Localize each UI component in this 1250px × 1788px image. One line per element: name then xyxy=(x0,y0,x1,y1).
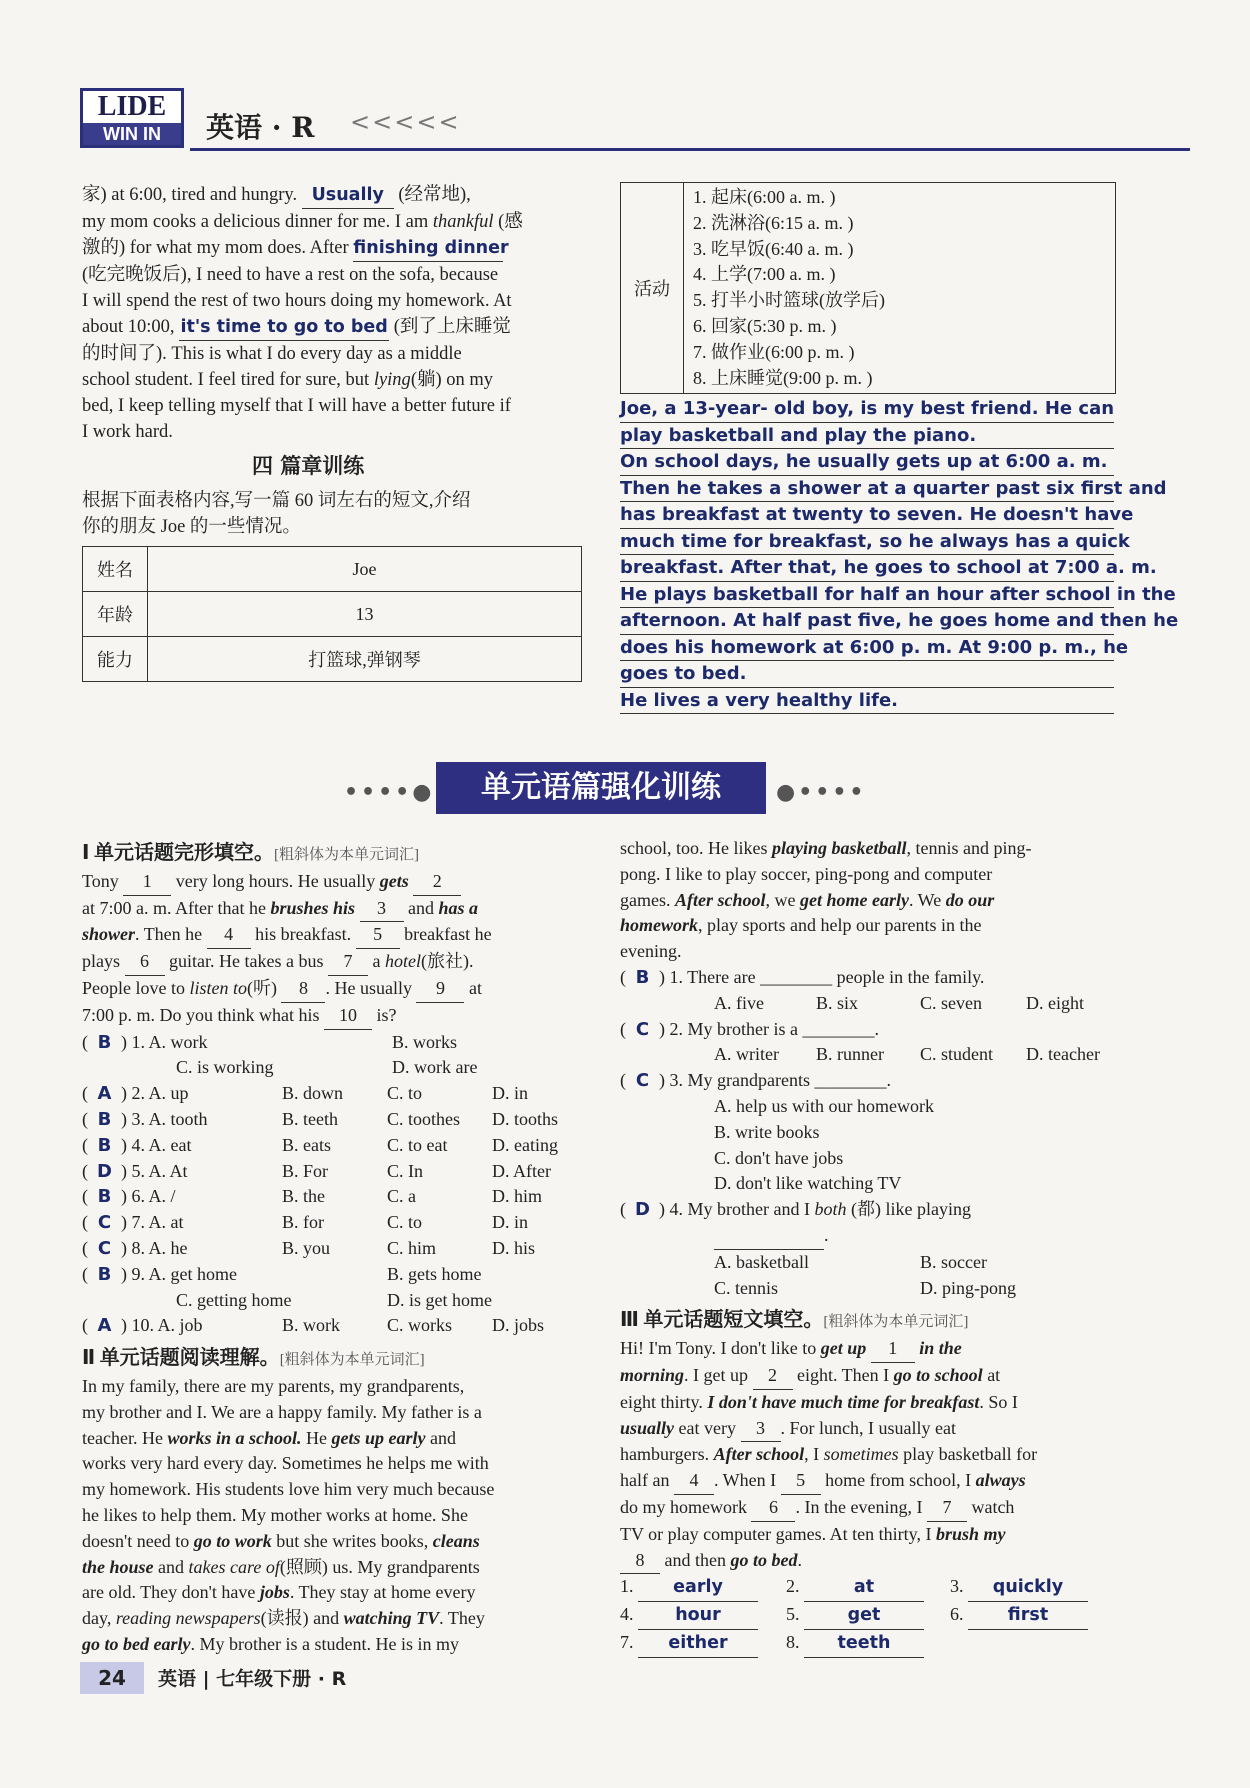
part3-numeral: Ⅲ xyxy=(620,1307,639,1332)
essay-line: He lives a very healthy life. xyxy=(620,688,1114,715)
answer-key: B xyxy=(97,1263,112,1285)
section-banner: 单元语篇强化训练 xyxy=(436,762,766,814)
part1-title: 单元话题完形填空。 xyxy=(93,840,274,864)
footer-text: 英语 | 七年级下册 · R xyxy=(158,1668,347,1690)
activities-label: 活动 xyxy=(621,183,684,393)
text: (经常地), xyxy=(398,185,471,205)
dots-left: ••••● xyxy=(344,780,435,805)
option: B. works xyxy=(392,1031,458,1052)
option: A. get home xyxy=(148,1263,237,1284)
option: A. help us with our homework xyxy=(714,1095,934,1116)
essay-line: breakfast. After that, he goes to school at 7:00 a. m. xyxy=(620,555,1114,582)
option: A. work xyxy=(148,1031,208,1052)
option: A. writer xyxy=(714,1044,779,1065)
question-stem: 2. My brother is a ________. xyxy=(669,1018,879,1039)
answer: either xyxy=(638,1631,758,1658)
question-stem: 4. My brother and I xyxy=(669,1199,810,1220)
part3-note: [粗斜体为本单元词汇] xyxy=(823,1314,969,1331)
passage-continuation xyxy=(82,182,582,445)
option: A. at xyxy=(148,1212,184,1233)
list-item: 1. 起床(6:00 a. m. ) xyxy=(693,187,836,207)
page-header xyxy=(80,88,1130,148)
text: (感 xyxy=(498,212,523,232)
option: D. ping-pong xyxy=(920,1277,1016,1298)
option: C. is working xyxy=(176,1057,274,1078)
essay-line: Joe, a 13-year- old boy, is my best friend. He can xyxy=(620,396,1114,423)
option: C. getting home xyxy=(176,1289,292,1310)
essay-line: does his homework at 6:00 p. m. At 9:00 p. m., he xyxy=(620,635,1114,662)
essay-line: play basketball and play the piano. xyxy=(620,423,1114,450)
text: I will spend the rest of two hours doing my homework. At xyxy=(82,291,512,311)
header-rule xyxy=(190,148,1190,151)
option: C. In xyxy=(387,1160,423,1181)
logo-bottom-text: WIN IN xyxy=(83,123,181,145)
option: D. his xyxy=(492,1237,536,1258)
option: D. in xyxy=(492,1212,528,1233)
text: lying xyxy=(373,370,411,390)
answer-key: D xyxy=(635,1199,650,1221)
essay-line: He plays basketball for half an hour after school in the xyxy=(620,582,1114,609)
list-item: 8. 上床睡觉(9:00 p. m. ) xyxy=(693,367,873,388)
part2-note: [粗斜体为本单元词汇] xyxy=(279,1352,425,1369)
cell: 年龄 xyxy=(83,592,148,637)
option: B. For xyxy=(282,1160,329,1181)
section4-title: 四 篇章训练 xyxy=(252,454,365,478)
cell: 13 xyxy=(148,592,582,637)
arrows-icon: <<<<< xyxy=(350,108,461,136)
option: A. basketball xyxy=(714,1251,809,1272)
text: school student. I feel tired for sure, but xyxy=(82,370,370,390)
list-item: 4. 上学(7:00 a. m. ) xyxy=(693,264,836,285)
dots-right: ●•••• xyxy=(776,780,867,805)
answer: get xyxy=(804,1603,924,1630)
question-stem: 1. There are ________ people in the family. xyxy=(669,966,985,987)
option: C. seven xyxy=(920,992,982,1013)
essay-line: goes to bed. xyxy=(620,661,1114,688)
essay-line: afternoon. At half past five, he goes home and then he xyxy=(620,608,1114,635)
essay-line: much time for breakfast, so he always has a quick xyxy=(620,529,1114,556)
option: A. / xyxy=(148,1186,176,1207)
option: C. tennis xyxy=(714,1277,779,1298)
option: C. works xyxy=(387,1315,453,1336)
option: D. work are xyxy=(392,1057,478,1078)
answer-key: B xyxy=(97,1134,112,1156)
option: A. eat xyxy=(148,1134,192,1155)
list-item: 7. 做作业(6:00 p. m. ) xyxy=(693,341,855,362)
option: D. eating xyxy=(492,1134,558,1155)
answer-key: B xyxy=(97,1186,112,1208)
answer: hour xyxy=(638,1603,758,1630)
text: my mom cooks a delicious dinner for me. I am xyxy=(82,212,429,232)
part1-numeral: Ⅰ xyxy=(82,840,90,864)
option: A. job xyxy=(157,1315,203,1336)
text: I work hard. xyxy=(82,422,173,442)
option: A. up xyxy=(148,1083,189,1104)
option: C. to eat xyxy=(387,1134,448,1155)
answer-key: A xyxy=(97,1083,112,1105)
subject-title: 英语 · R xyxy=(206,111,315,144)
answer-key: C xyxy=(635,1070,650,1092)
option: C. him xyxy=(387,1237,437,1258)
answer-bed-time: it's time to go to bed xyxy=(179,314,389,341)
part1: Ⅰ 单元话题完形填空。[粗斜体为本单元词汇] Tony 1 very long hours. He usually gets 2 at 7:00 a. m. After that he brushes his 3 and has a shower. Then he 4 his breakfast. 5 breakfast he plays 6 guitar. He takes a bus 7 a hotel(旅社). People love to listen to(听) 8 . He usually 9 at 7:00 p. m. Do you think what his 10 is? ( B ) 1. A. work B. works C. is working D. work are ( A ) 2. A. up B. down C. to D. in ( B ) 3. A. tooth B. teeth C. toothes D. tooths ( B ) 4. A. eat B. eats C. to eat D. eating ( D ) 5. A. At B. For C. In D. After ( B ) 6. A. / B. the C. a D. him ( C ) 7. A. at B. for C. to D. in ( C ) 8. A. he B. you C. him D. his ( B ) 9. A. get home B. gets home C. getting home D. is get home ( A ) 10. A. job B. work C. works D. jobs Ⅱ 单元话题阅读理解。[粗斜体为本单元词汇] In my family, there are my parents, my grandparents, my brother and I. We are a happy family. My father is a teacher. He works in a school. He gets up early and works very hard every day. Sometimes he helps me with my homework. His students love him very much because he likes to help them. My mother works at home. She doesn't need to go to work but she writes books, cleans the house and takes care of(照顾) us. My grandparents are old. They don't have jobs. They stay at home every day, reading newspapers(读报) and watching TV. They go to bed early. My brother is a student. He is in my xyxy=(82,840,559,1654)
part3-title: 单元话题短文填空。 xyxy=(643,1307,824,1332)
essay-line: On school days, he usually gets up at 6:00 a. m. xyxy=(620,449,1114,476)
part2-continued: school, too. He likes playing basketball, tennis and ping- pong. I like to play soccer, ping-pong and computer games. After school, we get home early. We do our homework, play sports and help our parents in the evening. ( B ) 1. There are ________ people in the family. A. five B. six C. seven D. eight ( C ) 2. My brother is a ________. A. writer B. runner C. student D. teacher ( C ) 3. My grandparents ________. A. help us with our homework B. write books C. don't have jobs D. don't like watching TV ( D ) 4. My brother and I both (都) like playing . A. basketball B. soccer C. tennis D. ping-pong Ⅲ 单元话题短文填空。[粗斜体为本单元词汇] Hi! I'm Tony. I don't like to get up 1 in the morning. I get up 2 eight. Then I go to school at eight thirty. I don't have much time for breakfast. So I usually eat very 3 . For lunch, I usually eat hamburgers. After school, I sometimes play basketball for half an 4 . When I 5 home from school, I always do my homework 6 . In the evening, I 7 watch TV or play computer games. At ten thirty, I brush my 8 and then go to bed. 1. early 2. at 3. quickly 4. hour 5. get 6. first 7. either 8. teeth xyxy=(620,836,1116,1658)
option: D. eight xyxy=(1026,992,1084,1013)
list-item: 2. 洗淋浴(6:15 a. m. ) xyxy=(693,212,854,233)
answer-key: B xyxy=(97,1108,112,1130)
option: C. a xyxy=(387,1186,416,1207)
option: D. is get home xyxy=(387,1289,492,1310)
lide-logo xyxy=(80,88,184,148)
option: B. gets home xyxy=(387,1263,482,1284)
option: B. eats xyxy=(282,1134,331,1155)
option: B. the xyxy=(282,1186,325,1207)
text: 你的朋友 Joe 的一些情况。 xyxy=(82,517,301,537)
cell: 打篮球,弹钢琴 xyxy=(148,637,582,682)
option: D. don't like watching TV xyxy=(714,1173,902,1194)
answer-key: B xyxy=(635,966,650,988)
answer-usually: Usually xyxy=(302,182,394,209)
text: 根据下面表格内容,写一篇 60 词左右的短文,介绍 xyxy=(82,491,471,511)
option: B. for xyxy=(282,1212,324,1233)
answer-key: A xyxy=(97,1315,112,1337)
option: B. six xyxy=(816,992,859,1013)
option: C. to xyxy=(387,1212,423,1233)
list-item: 6. 回家(5:30 p. m. ) xyxy=(693,315,837,336)
option: B. work xyxy=(282,1315,340,1336)
option: C. to xyxy=(387,1083,423,1104)
text: 的时间了). This is what I do every day as a middle xyxy=(82,344,462,364)
text: bed, I keep telling myself that I will have a better future if xyxy=(82,396,511,416)
answer: early xyxy=(638,1575,758,1602)
answer: quickly xyxy=(968,1575,1088,1602)
option: B. write books xyxy=(714,1121,820,1142)
answer-key: D xyxy=(97,1160,112,1182)
list-item: 5. 打半小时篮球(放学后) xyxy=(693,290,885,311)
option: D. tooths xyxy=(492,1108,559,1129)
section4-instructions xyxy=(82,488,582,540)
list-item: 3. 吃早饭(6:40 a. m. ) xyxy=(693,238,854,259)
essay-line: Then he takes a shower at a quarter past six first and xyxy=(620,476,1114,503)
option: B. teeth xyxy=(282,1108,338,1129)
option: B. runner xyxy=(816,1044,884,1065)
answer-key: C xyxy=(635,1018,650,1040)
option: A. he xyxy=(148,1237,188,1258)
option: D. After xyxy=(492,1160,551,1181)
logo-top-text: LIDE xyxy=(97,91,167,122)
part2-title: 单元话题阅读理解。 xyxy=(99,1345,280,1370)
option: C. don't have jobs xyxy=(714,1147,844,1168)
answer: teeth xyxy=(804,1631,924,1658)
option: A. At xyxy=(148,1160,188,1181)
answer-finishing-dinner: finishing dinner xyxy=(353,235,503,262)
text: 家) at 6:00, tired and hungry. xyxy=(82,185,298,205)
option: D. jobs xyxy=(492,1315,545,1336)
option: C. toothes xyxy=(387,1108,461,1129)
text: 激的) for what my mom does. After xyxy=(82,238,349,258)
part2-numeral: Ⅱ xyxy=(82,1345,96,1370)
essay-line: has breakfast at twenty to seven. He doesn't have xyxy=(620,502,1114,529)
option: A. tooth xyxy=(148,1108,208,1129)
option: D. teacher xyxy=(1026,1044,1100,1065)
page-footer xyxy=(80,1662,346,1694)
activities-list xyxy=(693,185,885,391)
part1-note: [粗斜体为本单元词汇] xyxy=(273,847,419,863)
answer: at xyxy=(804,1575,924,1602)
question-stem: 3. My grandparents ________. xyxy=(669,1070,891,1091)
text: (吃完晚饭后), I need to have a rest on the sofa, because xyxy=(82,265,499,285)
activities-table xyxy=(620,182,1116,394)
option: A. five xyxy=(714,992,764,1013)
option: B. soccer xyxy=(920,1251,987,1272)
answer-key: C xyxy=(97,1212,112,1234)
text: (到了上床睡觉 xyxy=(393,317,511,337)
option: C. student xyxy=(920,1044,994,1065)
answer: first xyxy=(968,1603,1088,1630)
option: B. you xyxy=(282,1237,331,1258)
text: about 10:00, xyxy=(82,317,175,337)
option: D. in xyxy=(492,1083,528,1104)
info-table xyxy=(82,546,582,682)
text: (躺) on my xyxy=(410,370,494,390)
answer-key: B xyxy=(97,1031,112,1053)
option: D. him xyxy=(492,1186,543,1207)
answer-key: C xyxy=(97,1237,112,1259)
cell: 姓名 xyxy=(83,547,148,592)
cell: Joe xyxy=(148,547,582,592)
text: thankful xyxy=(432,212,494,232)
cell: 能力 xyxy=(83,637,148,682)
option: B. down xyxy=(282,1083,344,1104)
page-number: 24 xyxy=(80,1662,144,1694)
model-essay xyxy=(620,396,1179,714)
